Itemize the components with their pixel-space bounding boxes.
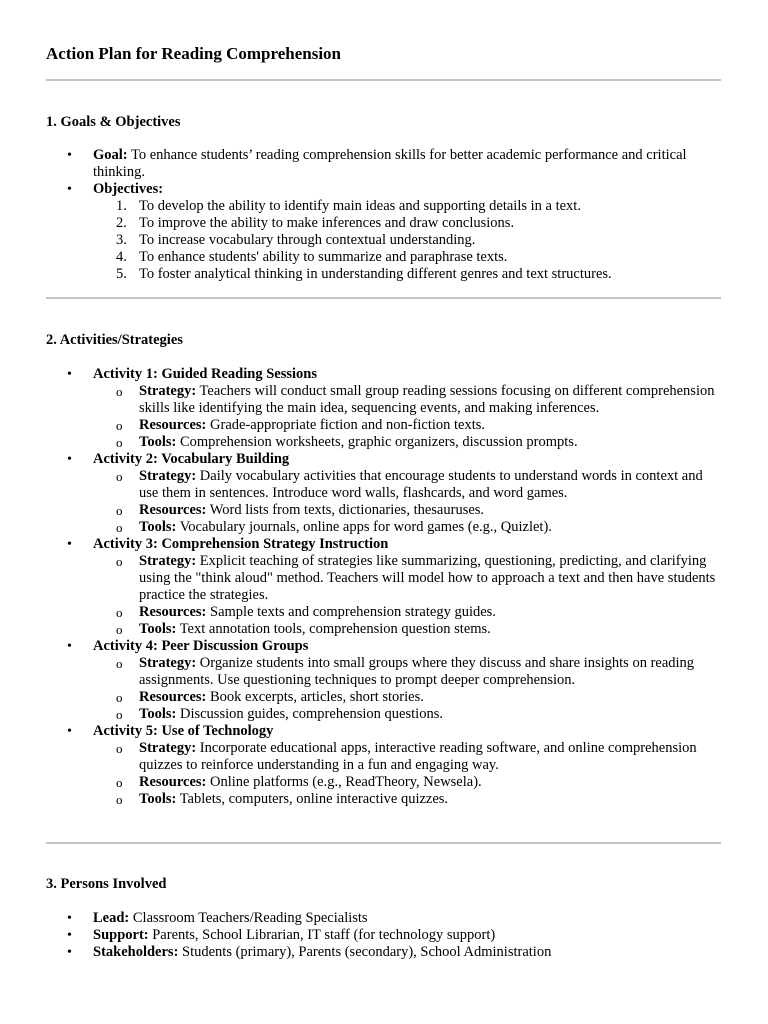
- stakeholders-item: [0, 944, 723, 961]
- strategy-text: Daily vocabulary activities that encourage students to understand words in context and use them in sentences. Introduce word walls, flashcards, and word games.: [139, 468, 703, 501]
- tools-item: [93, 434, 719, 451]
- strategy-item: [93, 553, 719, 604]
- section-heading-persons: 3. Persons Involved: [46, 876, 167, 892]
- tools-text: Discussion guides, comprehension questions.: [176, 706, 443, 722]
- activity-item: [0, 723, 723, 808]
- resources-text: Word lists from texts, dictionaries, thesauruses.: [206, 502, 485, 518]
- objective-number: 1.: [116, 198, 127, 214]
- strategy-label: Strategy:: [139, 655, 197, 671]
- strategy-item: [93, 740, 719, 774]
- strategy-text: Organize students into small groups where they discuss and share insights on reading assignments. Use questioning techniques to prompt deeper comprehension.: [139, 655, 695, 688]
- strategy-item: [93, 655, 719, 689]
- goals-list: [0, 147, 723, 283]
- goal-item: [0, 147, 723, 181]
- activity-details: [93, 740, 723, 808]
- divider: [46, 79, 721, 81]
- objective-text: To enhance students' ability to summarize and paraphrase texts.: [139, 249, 508, 265]
- activity-details: [93, 655, 723, 723]
- tools-label: Tools:: [139, 519, 177, 535]
- tools-item: [93, 706, 719, 723]
- resources-item: [93, 417, 719, 434]
- objective-item: [93, 198, 699, 215]
- support-label: Support:: [93, 927, 149, 943]
- resources-label: Resources:: [139, 417, 207, 433]
- lead-label: Lead:: [93, 910, 130, 926]
- objective-item: [93, 249, 699, 266]
- section-heading-activities: 2. Activities/Strategies: [46, 332, 183, 348]
- resources-text: Online platforms (e.g., ReadTheory, Newsela).: [206, 774, 482, 790]
- strategy-text: Teachers will conduct small group reading sessions focusing on different comprehension skills like identifying the main idea, sequencing events, and making inferences.: [139, 383, 715, 416]
- objective-number: 5.: [116, 266, 127, 282]
- tools-text: Text annotation tools, comprehension question stems.: [176, 621, 491, 637]
- resources-label: Resources:: [139, 604, 207, 620]
- tools-label: Tools:: [139, 621, 177, 637]
- support-text: Parents, School Librarian, IT staff (for technology support): [148, 927, 496, 943]
- tools-item: [93, 519, 719, 536]
- resources-item: [93, 774, 719, 791]
- strategy-text: Incorporate educational apps, interactive reading software, and online comprehension quizzes to reinforce understanding in a fun and engaging way.: [139, 740, 697, 773]
- objective-item: [93, 232, 699, 249]
- strategy-label: Strategy:: [139, 468, 197, 484]
- resources-item: [93, 502, 719, 519]
- resources-item: [93, 689, 719, 706]
- activity-details: [93, 468, 723, 536]
- activity-item: [0, 366, 723, 451]
- strategy-label: Strategy:: [139, 383, 197, 399]
- tools-text: Comprehension worksheets, graphic organizers, discussion prompts.: [176, 434, 578, 450]
- activity-title: Activity 3: Comprehension Strategy Instruction: [93, 536, 389, 552]
- lead-text: Classroom Teachers/Reading Specialists: [129, 910, 368, 926]
- objective-text: To improve the ability to make inferences and draw conclusions.: [139, 215, 515, 231]
- tools-text: Vocabulary journals, online apps for word games (e.g., Quizlet).: [176, 519, 552, 535]
- activity-details: [93, 383, 723, 451]
- resources-text: Sample texts and comprehension strategy guides.: [206, 604, 496, 620]
- divider: [46, 842, 721, 844]
- document-title: Action Plan for Reading Comprehension: [46, 44, 342, 63]
- activity-title: Activity 2: Vocabulary Building: [93, 451, 290, 467]
- persons-list: [0, 910, 723, 961]
- support-item: [0, 927, 723, 944]
- goal-label: Goal:: [93, 147, 128, 163]
- activity-title: Activity 4: Peer Discussion Groups: [93, 638, 309, 654]
- stakeholders-text: Students (primary), Parents (secondary), School Administration: [178, 944, 552, 960]
- objectives-list: [93, 198, 723, 283]
- resources-label: Resources:: [139, 774, 207, 790]
- activity-title: Activity 1: Guided Reading Sessions: [93, 366, 317, 382]
- strategy-item: [93, 468, 719, 502]
- activity-item: [0, 451, 723, 536]
- activities-list: [0, 366, 723, 808]
- objectives-label: Objectives:: [93, 181, 164, 197]
- strategy-item: [93, 383, 719, 417]
- tools-item: [93, 621, 719, 638]
- objective-item: [93, 266, 699, 283]
- strategy-label: Strategy:: [139, 740, 197, 756]
- objective-number: 2.: [116, 215, 127, 231]
- tools-text: Tablets, computers, online interactive quizzes.: [176, 791, 449, 807]
- strategy-label: Strategy:: [139, 553, 197, 569]
- objective-number: 4.: [116, 249, 127, 265]
- resources-label: Resources:: [139, 502, 207, 518]
- activity-item: [0, 638, 723, 723]
- activity-title: Activity 5: Use of Technology: [93, 723, 274, 739]
- tools-label: Tools:: [139, 434, 177, 450]
- activity-details: [93, 553, 723, 638]
- resources-text: Book excerpts, articles, short stories.: [206, 689, 424, 705]
- resources-label: Resources:: [139, 689, 207, 705]
- objectives-item: [0, 181, 723, 283]
- resources-item: [93, 604, 719, 621]
- objective-text: To increase vocabulary through contextual understanding.: [139, 232, 476, 248]
- activity-item: [0, 536, 723, 638]
- resources-text: Grade-appropriate fiction and non-fiction texts.: [206, 417, 486, 433]
- divider: [46, 297, 721, 299]
- objective-text: To foster analytical thinking in understanding different genres and text structures.: [139, 266, 612, 282]
- objective-item: [93, 215, 699, 232]
- goal-text: To enhance students’ reading comprehension skills for better academic performance and critical thinking.: [93, 147, 687, 180]
- lead-item: [0, 910, 723, 927]
- tools-label: Tools:: [139, 706, 177, 722]
- section-heading-goals: 1. Goals & Objectives: [46, 114, 181, 130]
- tools-label: Tools:: [139, 791, 177, 807]
- objective-text: To develop the ability to identify main ideas and supporting details in a text.: [139, 198, 581, 214]
- strategy-text: Explicit teaching of strategies like summarizing, questioning, predicting, and clarifying using the "think aloud" method. Teachers will model how to approach a text and then have students practice the strategies.: [139, 553, 716, 603]
- stakeholders-label: Stakeholders:: [93, 944, 179, 960]
- objective-number: 3.: [116, 232, 127, 248]
- tools-item: [93, 791, 719, 808]
